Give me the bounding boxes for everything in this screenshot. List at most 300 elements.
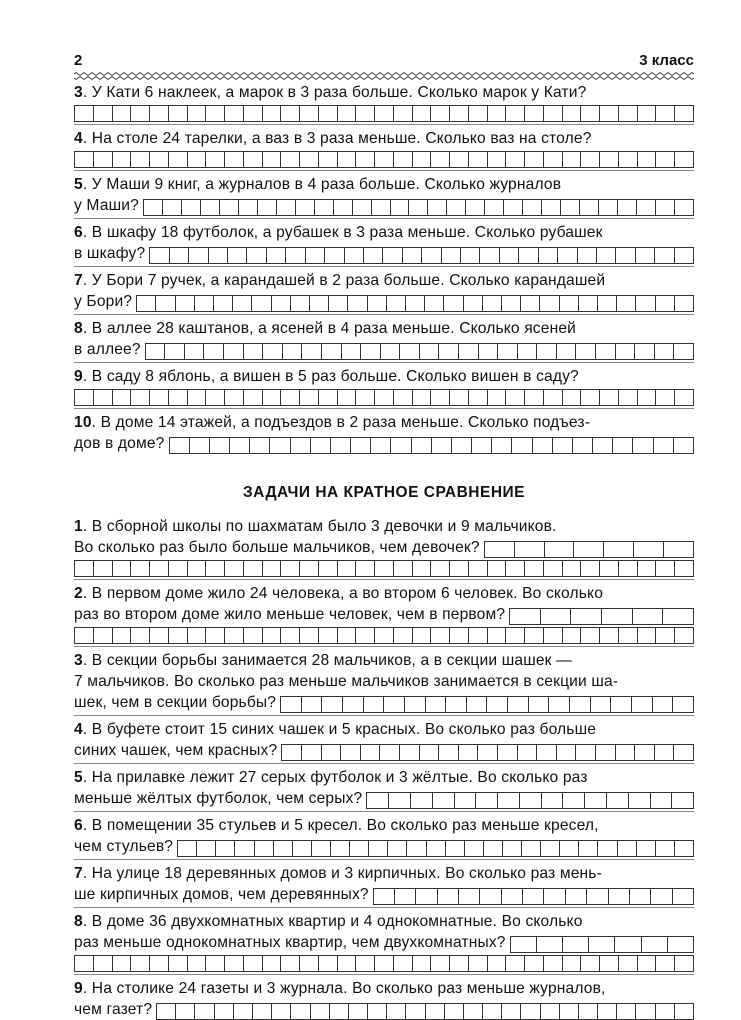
answer-cell[interactable]	[300, 389, 319, 406]
answer-cell[interactable]	[375, 627, 394, 644]
answer-cell[interactable]	[356, 560, 375, 577]
answer-cell[interactable]	[433, 792, 455, 809]
answer-cell[interactable]	[656, 840, 675, 857]
answer-cell[interactable]	[602, 608, 633, 625]
answer-cell[interactable]	[675, 199, 694, 216]
answer-cell[interactable]	[504, 199, 523, 216]
answer-cell[interactable]	[255, 840, 274, 857]
answer-cell[interactable]	[518, 744, 538, 761]
answer-cell[interactable]	[375, 105, 394, 122]
answer-cell[interactable]	[607, 792, 629, 809]
answer-cell[interactable]	[675, 389, 694, 406]
answer-cell[interactable]	[619, 105, 638, 122]
answer-cell[interactable]	[380, 744, 400, 761]
answer-cell[interactable]	[319, 560, 338, 577]
answer-cell[interactable]	[383, 247, 402, 264]
answer-cell[interactable]	[188, 627, 207, 644]
answer-cell[interactable]	[619, 560, 638, 577]
answer-cell[interactable]	[94, 105, 113, 122]
answer-cell[interactable]	[487, 696, 508, 713]
answer-grid[interactable]	[280, 696, 694, 713]
answer-cell[interactable]	[422, 247, 441, 264]
answer-cell[interactable]	[450, 151, 469, 168]
answer-cell[interactable]	[131, 151, 150, 168]
answer-cell[interactable]	[113, 627, 132, 644]
answer-cell[interactable]	[356, 105, 375, 122]
answer-cell[interactable]	[209, 247, 228, 264]
answer-cell[interactable]	[395, 888, 416, 905]
answer-cell[interactable]	[579, 840, 598, 857]
answer-cell[interactable]	[544, 955, 563, 972]
answer-cell[interactable]	[664, 541, 694, 558]
answer-cell[interactable]	[169, 560, 188, 577]
answer-cell[interactable]	[523, 199, 542, 216]
answer-grid[interactable]	[281, 744, 694, 761]
answer-cell[interactable]	[431, 627, 450, 644]
answer-cell[interactable]	[636, 1003, 655, 1020]
answer-cell[interactable]	[302, 744, 322, 761]
answer-cell[interactable]	[563, 151, 582, 168]
answer-cell[interactable]	[75, 151, 94, 168]
answer-cell[interactable]	[615, 936, 641, 953]
answer-cell[interactable]	[224, 343, 244, 360]
answer-cell[interactable]	[75, 560, 94, 577]
answer-cell[interactable]	[315, 199, 334, 216]
answer-cell[interactable]	[319, 105, 338, 122]
answer-cell[interactable]	[364, 247, 383, 264]
answer-cell[interactable]	[600, 955, 619, 972]
answer-cell[interactable]	[163, 199, 182, 216]
answer-cell[interactable]	[263, 389, 282, 406]
answer-cell[interactable]	[541, 1003, 560, 1020]
answer-cell[interactable]	[561, 199, 580, 216]
answer-cell[interactable]	[195, 1003, 214, 1020]
answer-cell[interactable]	[498, 343, 518, 360]
answer-cell[interactable]	[409, 199, 428, 216]
answer-cell[interactable]	[581, 151, 600, 168]
answer-cell[interactable]	[598, 1003, 617, 1020]
answer-cell[interactable]	[387, 295, 406, 312]
answer-cell[interactable]	[506, 151, 525, 168]
answer-cell[interactable]	[234, 1003, 253, 1020]
answer-cell[interactable]	[613, 437, 633, 454]
answer-cell[interactable]	[244, 389, 263, 406]
answer-cell[interactable]	[206, 389, 225, 406]
answer-cell[interactable]	[75, 105, 94, 122]
answer-cell[interactable]	[281, 696, 302, 713]
answer-cell[interactable]	[427, 840, 446, 857]
answer-cell[interactable]	[576, 343, 596, 360]
answer-grid[interactable]	[509, 608, 694, 625]
answer-cell[interactable]	[557, 744, 577, 761]
answer-cell[interactable]	[364, 696, 385, 713]
answer-cell[interactable]	[488, 151, 507, 168]
answer-cell[interactable]	[225, 105, 244, 122]
answer-cell[interactable]	[310, 295, 329, 312]
answer-cell[interactable]	[431, 151, 450, 168]
answer-cell[interactable]	[94, 955, 113, 972]
answer-cell[interactable]	[581, 105, 600, 122]
answer-cell[interactable]	[675, 840, 694, 857]
answer-cell[interactable]	[580, 199, 599, 216]
answer-cell[interactable]	[450, 560, 469, 577]
answer-cell[interactable]	[630, 888, 651, 905]
answer-cell[interactable]	[432, 437, 452, 454]
answer-cell[interactable]	[459, 744, 479, 761]
answer-cell[interactable]	[281, 560, 300, 577]
answer-cell[interactable]	[619, 627, 638, 644]
answer-cell[interactable]	[375, 955, 394, 972]
answer-cell[interactable]	[253, 1003, 272, 1020]
answer-cell[interactable]	[529, 696, 550, 713]
answer-cell[interactable]	[244, 955, 263, 972]
answer-cell[interactable]	[506, 627, 525, 644]
answer-cell[interactable]	[488, 955, 507, 972]
answer-cell[interactable]	[598, 295, 617, 312]
answer-cell[interactable]	[319, 955, 338, 972]
answer-cell[interactable]	[407, 840, 426, 857]
answer-cell[interactable]	[338, 955, 357, 972]
answer-cell[interactable]	[633, 608, 664, 625]
answer-cell[interactable]	[286, 247, 305, 264]
answer-cell[interactable]	[431, 105, 450, 122]
answer-cell[interactable]	[291, 295, 310, 312]
answer-cell[interactable]	[131, 105, 150, 122]
answer-cell[interactable]	[600, 389, 619, 406]
answer-cell[interactable]	[348, 295, 367, 312]
answer-cell[interactable]	[367, 792, 389, 809]
answer-cell[interactable]	[144, 199, 163, 216]
answer-cell[interactable]	[351, 437, 371, 454]
answer-cell[interactable]	[525, 560, 544, 577]
answer-cell[interactable]	[375, 560, 394, 577]
answer-cell[interactable]	[675, 247, 694, 264]
answer-cell[interactable]	[506, 389, 525, 406]
answer-cell[interactable]	[150, 105, 169, 122]
answer-cell[interactable]	[544, 389, 563, 406]
answer-cell[interactable]	[653, 696, 674, 713]
answer-cell[interactable]	[233, 295, 252, 312]
answer-cell[interactable]	[616, 343, 636, 360]
answer-cell[interactable]	[400, 343, 420, 360]
answer-cell[interactable]	[220, 199, 239, 216]
answer-grid[interactable]	[169, 437, 695, 454]
answer-cell[interactable]	[388, 840, 407, 857]
answer-cell[interactable]	[675, 151, 694, 168]
answer-cell[interactable]	[350, 840, 369, 857]
answer-cell[interactable]	[651, 792, 673, 809]
answer-cell[interactable]	[391, 199, 410, 216]
answer-cell[interactable]	[485, 199, 504, 216]
answer-cell[interactable]	[600, 151, 619, 168]
answer-cell[interactable]	[228, 247, 247, 264]
answer-cell[interactable]	[459, 343, 479, 360]
answer-cell[interactable]	[521, 1003, 540, 1020]
answer-cell[interactable]	[311, 1003, 330, 1020]
answer-cell[interactable]	[296, 199, 315, 216]
answer-cell[interactable]	[655, 247, 674, 264]
answer-cell[interactable]	[560, 840, 579, 857]
answer-cell[interactable]	[638, 389, 657, 406]
answer-cell[interactable]	[189, 247, 208, 264]
answer-cell[interactable]	[479, 343, 499, 360]
answer-cell[interactable]	[563, 560, 582, 577]
answer-cell[interactable]	[277, 199, 296, 216]
answer-cell[interactable]	[375, 151, 394, 168]
answer-cell[interactable]	[413, 389, 432, 406]
answer-cell[interactable]	[263, 627, 282, 644]
answer-cell[interactable]	[544, 888, 565, 905]
answer-cell[interactable]	[599, 199, 618, 216]
answer-cell[interactable]	[319, 151, 338, 168]
answer-cell[interactable]	[581, 627, 600, 644]
answer-cell[interactable]	[541, 608, 572, 625]
answer-cell[interactable]	[656, 105, 675, 122]
answer-cell[interactable]	[150, 560, 169, 577]
answer-cell[interactable]	[281, 955, 300, 972]
answer-cell[interactable]	[668, 936, 694, 953]
answer-cell[interactable]	[651, 888, 672, 905]
answer-cell[interactable]	[341, 744, 361, 761]
answer-cell[interactable]	[206, 151, 225, 168]
answer-cell[interactable]	[338, 560, 357, 577]
answer-cell[interactable]	[450, 105, 469, 122]
answer-cell[interactable]	[131, 955, 150, 972]
answer-grid[interactable]	[143, 199, 694, 216]
answer-grid[interactable]	[74, 151, 694, 168]
answer-cell[interactable]	[325, 247, 344, 264]
answer-cell[interactable]	[413, 151, 432, 168]
answer-grid[interactable]	[74, 955, 694, 972]
answer-cell[interactable]	[361, 744, 381, 761]
answer-cell[interactable]	[170, 247, 189, 264]
answer-cell[interactable]	[113, 560, 132, 577]
answer-grid[interactable]	[149, 247, 694, 264]
answer-cell[interactable]	[291, 437, 311, 454]
answer-cell[interactable]	[635, 744, 655, 761]
answer-cell[interactable]	[674, 437, 694, 454]
answer-cell[interactable]	[413, 627, 432, 644]
answer-cell[interactable]	[369, 840, 388, 857]
answer-cell[interactable]	[675, 295, 694, 312]
answer-cell[interactable]	[94, 389, 113, 406]
answer-cell[interactable]	[446, 840, 465, 857]
answer-cell[interactable]	[525, 955, 544, 972]
answer-cell[interactable]	[244, 151, 263, 168]
answer-grid[interactable]	[366, 792, 694, 809]
answer-cell[interactable]	[589, 936, 615, 953]
answer-cell[interactable]	[169, 105, 188, 122]
answer-cell[interactable]	[656, 560, 675, 577]
answer-cell[interactable]	[488, 105, 507, 122]
answer-cell[interactable]	[525, 389, 544, 406]
answer-cell[interactable]	[225, 560, 244, 577]
answer-cell[interactable]	[300, 955, 319, 972]
answer-cell[interactable]	[576, 744, 596, 761]
answer-cell[interactable]	[515, 541, 545, 558]
answer-cell[interactable]	[518, 343, 538, 360]
answer-cell[interactable]	[604, 541, 634, 558]
answer-cell[interactable]	[230, 437, 250, 454]
answer-grid[interactable]	[74, 560, 694, 577]
answer-cell[interactable]	[131, 627, 150, 644]
answer-cell[interactable]	[170, 437, 190, 454]
answer-cell[interactable]	[461, 247, 480, 264]
answer-cell[interactable]	[272, 295, 291, 312]
answer-cell[interactable]	[225, 955, 244, 972]
answer-cell[interactable]	[465, 840, 484, 857]
answer-cell[interactable]	[459, 888, 480, 905]
answer-cell[interactable]	[349, 1003, 368, 1020]
answer-cell[interactable]	[445, 1003, 464, 1020]
answer-cell[interactable]	[656, 199, 675, 216]
answer-cell[interactable]	[394, 627, 413, 644]
answer-cell[interactable]	[75, 627, 94, 644]
answer-cell[interactable]	[150, 627, 169, 644]
answer-cell[interactable]	[258, 199, 277, 216]
answer-cell[interactable]	[537, 343, 557, 360]
answer-cell[interactable]	[413, 955, 432, 972]
answer-cell[interactable]	[169, 151, 188, 168]
answer-cell[interactable]	[638, 105, 657, 122]
answer-cell[interactable]	[330, 1003, 349, 1020]
answer-cell[interactable]	[374, 888, 395, 905]
answer-cell[interactable]	[633, 437, 653, 454]
answer-cell[interactable]	[389, 792, 411, 809]
answer-cell[interactable]	[302, 343, 322, 360]
answer-cell[interactable]	[169, 627, 188, 644]
answer-cell[interactable]	[338, 627, 357, 644]
answer-cell[interactable]	[600, 627, 619, 644]
answer-cell[interactable]	[263, 151, 282, 168]
answer-cell[interactable]	[521, 295, 540, 312]
answer-cell[interactable]	[384, 696, 405, 713]
answer-cell[interactable]	[428, 199, 447, 216]
answer-grid[interactable]	[484, 541, 694, 558]
answer-cell[interactable]	[510, 608, 541, 625]
answer-cell[interactable]	[176, 1003, 195, 1020]
answer-cell[interactable]	[405, 696, 426, 713]
answer-cell[interactable]	[322, 696, 343, 713]
answer-cell[interactable]	[506, 105, 525, 122]
answer-cell[interactable]	[431, 389, 450, 406]
answer-cell[interactable]	[635, 343, 655, 360]
answer-cell[interactable]	[113, 105, 132, 122]
answer-cell[interactable]	[563, 627, 582, 644]
answer-cell[interactable]	[188, 389, 207, 406]
answer-cell[interactable]	[300, 560, 319, 577]
answer-cell[interactable]	[439, 744, 459, 761]
answer-cell[interactable]	[225, 151, 244, 168]
answer-cell[interactable]	[281, 151, 300, 168]
answer-cell[interactable]	[113, 955, 132, 972]
answer-cell[interactable]	[157, 1003, 176, 1020]
answer-cell[interactable]	[578, 247, 597, 264]
answer-cell[interactable]	[469, 627, 488, 644]
answer-cell[interactable]	[416, 888, 437, 905]
answer-cell[interactable]	[206, 955, 225, 972]
answer-cell[interactable]	[672, 792, 694, 809]
answer-cell[interactable]	[176, 295, 195, 312]
answer-cell[interactable]	[522, 840, 541, 857]
answer-cell[interactable]	[338, 151, 357, 168]
answer-cell[interactable]	[263, 955, 282, 972]
answer-cell[interactable]	[403, 247, 422, 264]
answer-cell[interactable]	[539, 247, 558, 264]
answer-cell[interactable]	[425, 295, 444, 312]
answer-cell[interactable]	[406, 295, 425, 312]
answer-cell[interactable]	[619, 151, 638, 168]
answer-cell[interactable]	[244, 627, 263, 644]
answer-cell[interactable]	[444, 295, 463, 312]
answer-cell[interactable]	[372, 199, 391, 216]
answer-cell[interactable]	[540, 295, 559, 312]
answer-cell[interactable]	[637, 840, 656, 857]
answer-cell[interactable]	[239, 199, 258, 216]
answer-cell[interactable]	[368, 1003, 387, 1020]
answer-cell[interactable]	[466, 199, 485, 216]
answer-cell[interactable]	[244, 560, 263, 577]
answer-cell[interactable]	[75, 955, 94, 972]
answer-grid[interactable]	[177, 840, 694, 857]
answer-cell[interactable]	[178, 840, 197, 857]
answer-cell[interactable]	[306, 247, 325, 264]
answer-cell[interactable]	[675, 627, 694, 644]
answer-cell[interactable]	[611, 696, 632, 713]
answer-cell[interactable]	[188, 955, 207, 972]
answer-cell[interactable]	[281, 627, 300, 644]
answer-cell[interactable]	[571, 608, 602, 625]
answer-cell[interactable]	[469, 955, 488, 972]
answer-cell[interactable]	[597, 247, 616, 264]
answer-cell[interactable]	[75, 389, 94, 406]
answer-cell[interactable]	[413, 105, 432, 122]
answer-cell[interactable]	[488, 627, 507, 644]
answer-cell[interactable]	[283, 343, 303, 360]
answer-cell[interactable]	[574, 541, 604, 558]
answer-cell[interactable]	[537, 936, 563, 953]
answer-cell[interactable]	[616, 744, 636, 761]
answer-cell[interactable]	[537, 744, 557, 761]
answer-cell[interactable]	[439, 343, 459, 360]
answer-cell[interactable]	[225, 627, 244, 644]
answer-cell[interactable]	[156, 295, 175, 312]
answer-cell[interactable]	[263, 343, 283, 360]
answer-cell[interactable]	[394, 105, 413, 122]
answer-cell[interactable]	[636, 295, 655, 312]
answer-cell[interactable]	[472, 437, 492, 454]
answer-cell[interactable]	[637, 199, 656, 216]
answer-cell[interactable]	[206, 560, 225, 577]
answer-cell[interactable]	[596, 343, 616, 360]
answer-cell[interactable]	[206, 627, 225, 644]
answer-cell[interactable]	[215, 1003, 234, 1020]
answer-cell[interactable]	[342, 343, 362, 360]
answer-cell[interactable]	[636, 247, 655, 264]
answer-cell[interactable]	[438, 888, 459, 905]
answer-cell[interactable]	[638, 560, 657, 577]
answer-cell[interactable]	[210, 437, 230, 454]
answer-cell[interactable]	[655, 343, 675, 360]
answer-cell[interactable]	[426, 1003, 445, 1020]
answer-cell[interactable]	[638, 151, 657, 168]
answer-cell[interactable]	[553, 437, 573, 454]
answer-cell[interactable]	[570, 696, 591, 713]
answer-cell[interactable]	[345, 247, 364, 264]
answer-cell[interactable]	[600, 105, 619, 122]
answer-cell[interactable]	[525, 627, 544, 644]
answer-cell[interactable]	[431, 955, 450, 972]
